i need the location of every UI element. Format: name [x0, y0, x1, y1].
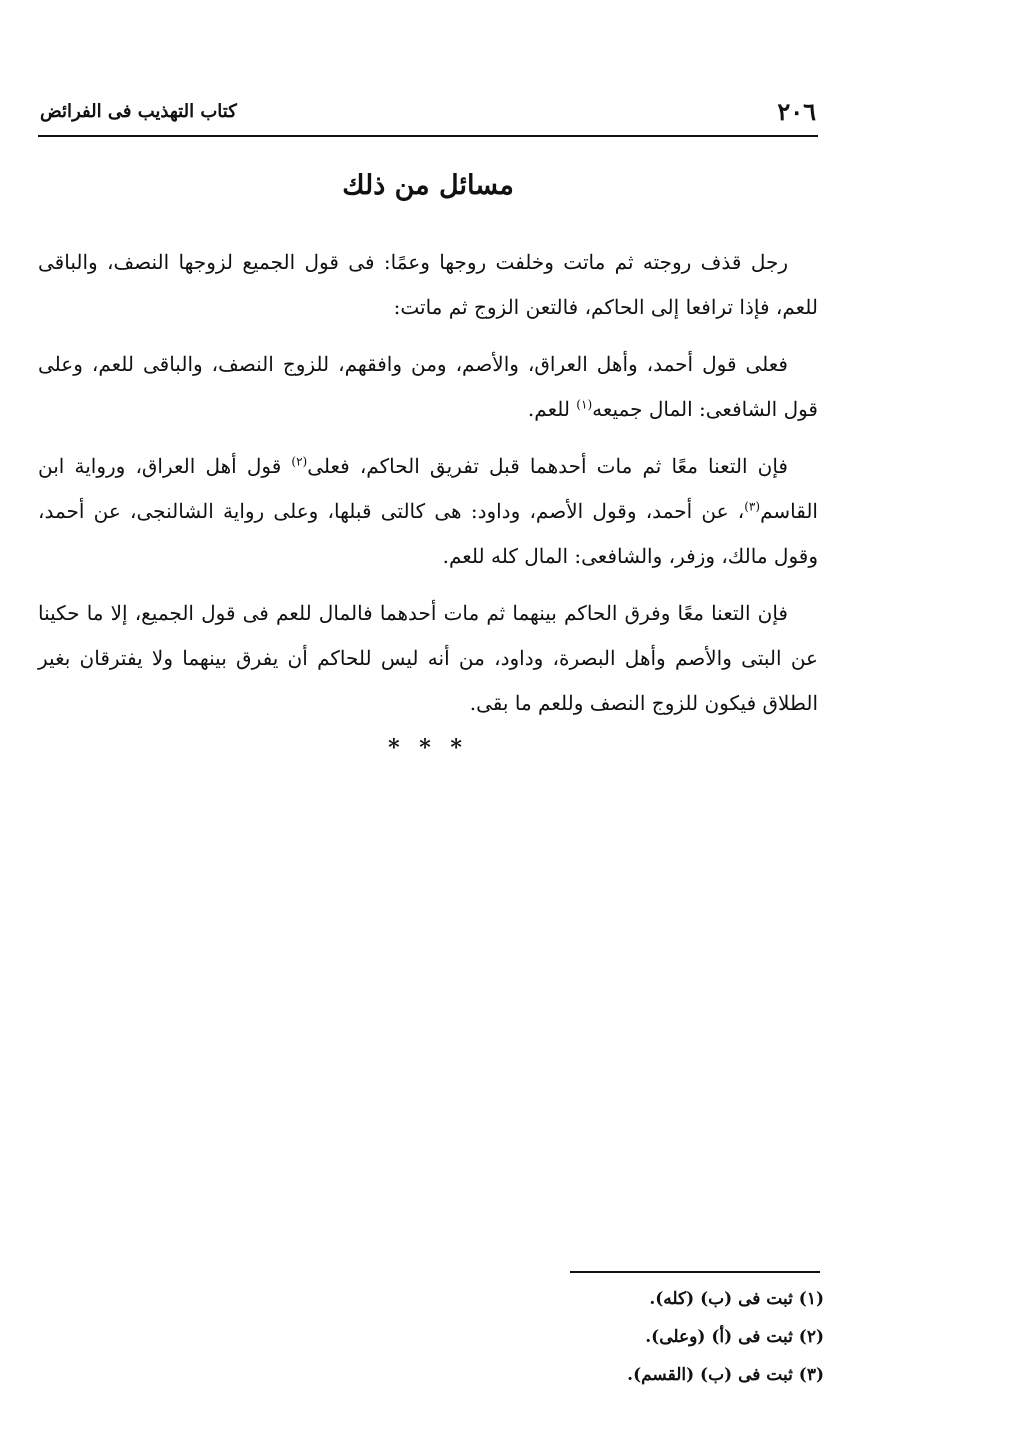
section-title: مسائل من ذلك [342, 170, 514, 201]
paragraph-1: رجل قذف روجته ثم ماتت وخلفت روجها وعمًا: فى قول الجميع لزوجها النصف، والباقى للعم، فإذا ترافعا إلى الحاكم، فالتعن الزوج ثم ماتت: [38, 250, 818, 319]
paragraph-2-text-a: فعلى قول أحمد، وأهل العراق، والأصم، ومن وافقهم، للزوج النصف، والباقى للعم، وعلى قول الشافعى: المال جميعه [38, 352, 818, 421]
footnote-ref-1: (١) [576, 397, 593, 412]
paragraph-3-text-a: فإن التعنا معًا ثم مات أحدهما قبل تفريق الحاكم، فعلى [307, 454, 788, 478]
paragraph-2-text-b: للعم. [527, 397, 577, 421]
section-separator: * * * [388, 735, 468, 761]
paragraph-3 [38, 444, 818, 579]
paragraph-4: فإن التعنا معًا وفرق الحاكم بينهما ثم مات أحدهما فالمال للعم فى قول الجميع، إلا ما حكينا عن البتى والأصم وأهل البصرة، وداود، من أنه ليس للحاكم أن يفرق بينهما ولا يفترقان بغير الطلاق فيكون للزوج النصف وللعم ما بقى. [38, 601, 818, 715]
page-header [38, 95, 818, 137]
footnote-ref-2: (٢) [291, 454, 308, 469]
footnote-2: (٢) ثبت فى (أ) (وعلى). [645, 1327, 824, 1347]
page-number: ٢٠٦ [777, 97, 816, 126]
footnote-1: (١) ثبت فى (ب) (كله). [649, 1289, 824, 1309]
footnote-divider [570, 1271, 820, 1273]
paragraph-2 [38, 342, 818, 432]
paragraph-3-text-c: ، عن أحمد، وقول الأصم، وداود: هى كالتى قبلها، وعلى رواية الشالنجى، عن أحمد، وقول مالك، وزفر، والشافعى: المال كله للعم. [38, 499, 818, 568]
main-text [38, 240, 818, 738]
footnotes [424, 1280, 824, 1394]
paragraph-3-text-b: قول أهل العراق، ورواية ابن القاسم [38, 454, 818, 523]
footnote-ref-3: (٣) [744, 499, 761, 514]
running-title: كتاب التهذيب فى الفرائض [40, 101, 237, 122]
footnote-3: (٣) ثبت فى (ب) (القسم). [627, 1365, 824, 1385]
